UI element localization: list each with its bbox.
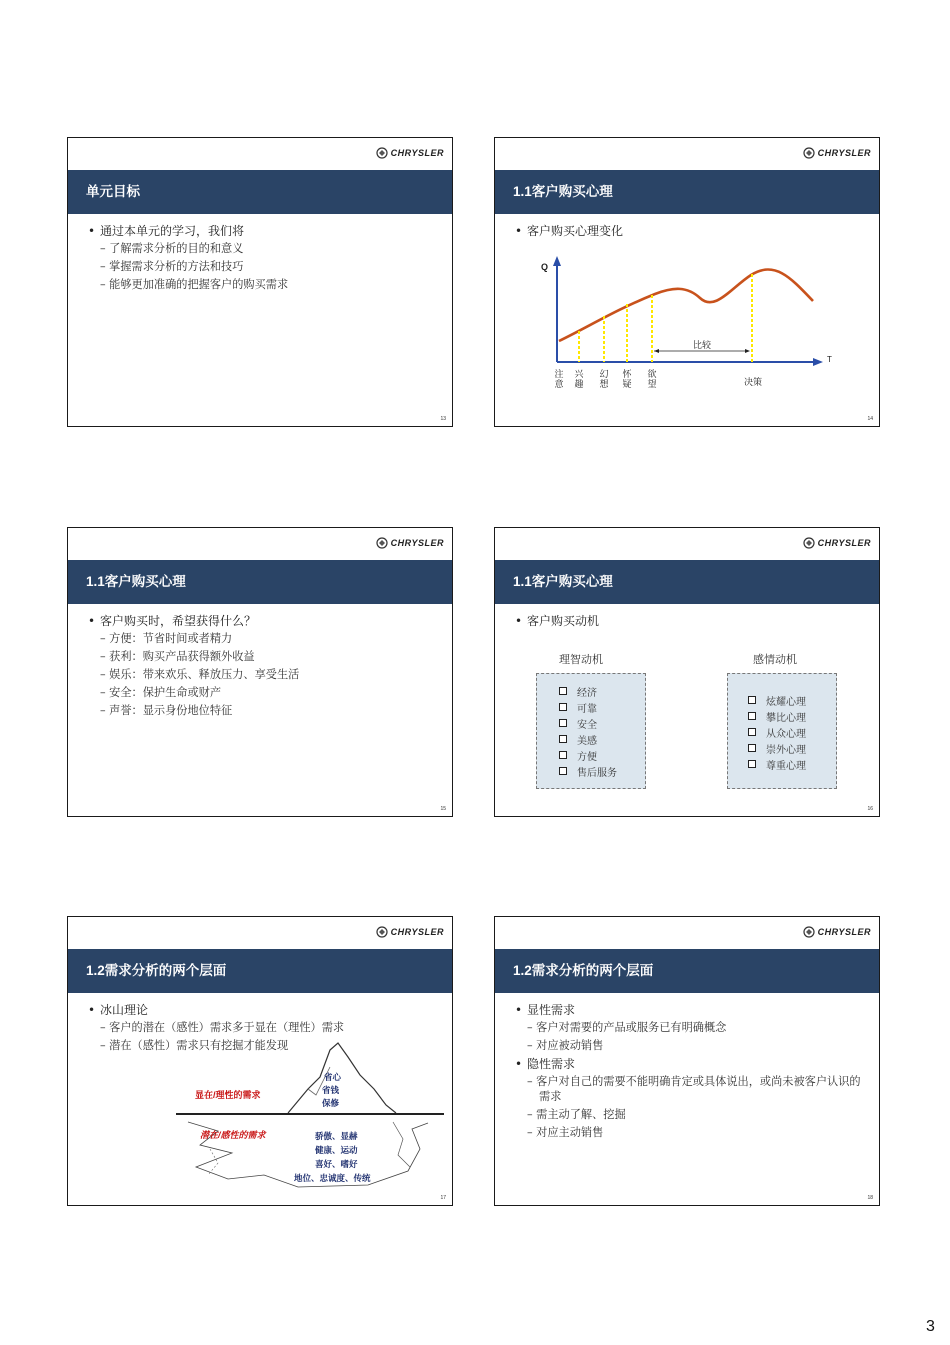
sub-bullet: – 客户对自己的需要不能明确肯定或具体说出，或尚未被客户认识的需求 bbox=[527, 1075, 861, 1103]
x-axis-arrow-icon bbox=[813, 358, 823, 366]
brand-text: CHRYSLER bbox=[817, 927, 871, 937]
motive-item: 售后服务 bbox=[559, 763, 645, 779]
psychology-curve-diagram bbox=[495, 138, 881, 428]
brand-text: CHRYSLER bbox=[390, 538, 444, 548]
chrysler-seal-icon bbox=[376, 147, 388, 159]
bullet: • 显性需求 bbox=[515, 1003, 576, 1017]
emotional-motive-box bbox=[727, 673, 837, 789]
checkbox-square-icon bbox=[559, 767, 567, 775]
demand-curve bbox=[559, 269, 813, 341]
motive-item: 攀比心理 bbox=[748, 708, 836, 724]
sub-bullet: – 对应被动销售 bbox=[527, 1039, 604, 1052]
bullet: • 客户购买时，希望获得什么？ bbox=[88, 614, 257, 628]
decision-label: 决策 bbox=[744, 377, 763, 387]
slide-title: 1.1客户购买心理 bbox=[495, 170, 879, 214]
sub-bullet: – 获利：购买产品获得额外收益 bbox=[100, 650, 255, 663]
sub-bullet: – 能够更加准确的把握客户的购买需求 bbox=[100, 278, 289, 291]
sub-bullet: – 了解需求分析的目的和意义 bbox=[100, 242, 244, 255]
motive-item: 尊重心理 bbox=[748, 756, 836, 772]
checkbox-square-icon bbox=[559, 703, 567, 711]
slide-body bbox=[88, 612, 438, 720]
chrysler-logo bbox=[803, 925, 871, 939]
bullet: • 冰山理论 bbox=[88, 1003, 149, 1017]
implicit-need-label: 潜在/感性的需求 bbox=[200, 1130, 266, 1140]
sub-bullet: – 潜在（感性）需求只有挖掘才能发现 bbox=[100, 1039, 289, 1052]
checkbox-square-icon bbox=[559, 751, 567, 759]
implicit-need-item: 健康、运动 bbox=[315, 1145, 358, 1155]
sub-bullet: – 娱乐：带来欢乐、释放压力、享受生活 bbox=[100, 668, 300, 681]
motive-item: 崇外心理 bbox=[748, 740, 836, 756]
brand-text: CHRYSLER bbox=[817, 538, 871, 548]
y-axis-label: Q bbox=[541, 262, 549, 272]
checkbox-square-icon bbox=[559, 719, 567, 727]
rational-motive-box bbox=[536, 673, 646, 789]
sub-bullet: – 方便：节省时间或者精力 bbox=[100, 632, 233, 645]
slide-number: 14 bbox=[867, 416, 873, 422]
checkbox-square-icon bbox=[748, 696, 756, 704]
y-axis-arrow-icon bbox=[553, 256, 561, 266]
slide-number: 17 bbox=[440, 1195, 446, 1201]
explicit-need-item: 省钱 bbox=[322, 1085, 340, 1095]
slide-number: 13 bbox=[440, 416, 446, 422]
slide-title: 1.1客户购买心理 bbox=[68, 560, 452, 604]
chrysler-seal-icon bbox=[376, 537, 388, 549]
chrysler-logo bbox=[376, 536, 444, 550]
motive-item: 从众心理 bbox=[748, 724, 836, 740]
brand-text: CHRYSLER bbox=[390, 927, 444, 937]
slide-title: 单元目标 bbox=[68, 170, 452, 214]
compare-arrow-left-icon bbox=[654, 349, 659, 353]
slide-15 bbox=[67, 527, 453, 817]
slide-number: 18 bbox=[867, 1195, 873, 1201]
sub-bullet: – 客户的潜在（感性）需求多于显在（理性）需求 bbox=[100, 1021, 345, 1034]
checkbox-square-icon bbox=[748, 712, 756, 720]
chrysler-seal-icon bbox=[803, 926, 815, 938]
stage-labels bbox=[554, 368, 656, 389]
compare-arrow-right-icon bbox=[745, 349, 750, 353]
motive-item: 方便 bbox=[559, 747, 645, 763]
checkbox-square-icon bbox=[748, 728, 756, 736]
slide-number: 15 bbox=[440, 806, 446, 812]
slide-body bbox=[515, 1001, 865, 1142]
slide-title: 1.1客户购买心理 bbox=[495, 560, 879, 604]
motive-item: 炫耀心理 bbox=[748, 692, 836, 708]
chrysler-logo bbox=[376, 146, 444, 160]
implicit-need-item: 地位、忠诚度、传统 bbox=[294, 1173, 371, 1183]
bullet: • 隐性需求 bbox=[515, 1057, 576, 1071]
motive-item: 经济 bbox=[559, 683, 645, 699]
sub-bullet: – 掌握需求分析的方法和技巧 bbox=[100, 260, 244, 273]
slide-14 bbox=[494, 137, 880, 427]
rational-motive-title: 理智动机 bbox=[559, 653, 603, 666]
slide-title: 1.2需求分析的两个层面 bbox=[68, 949, 452, 993]
page-number: 3 bbox=[926, 1318, 935, 1335]
iceberg-tip bbox=[288, 1043, 396, 1113]
explicit-need-label: 显在/理性的需求 bbox=[195, 1090, 261, 1100]
x-axis-label: T bbox=[827, 355, 832, 364]
bullet: • 通过本单元的学习，我们将 bbox=[88, 224, 245, 238]
sub-bullet: – 客户对需要的产品或服务已有明确概念 bbox=[527, 1021, 727, 1034]
bullet: • 客户购买心理变化 bbox=[515, 224, 624, 238]
chrysler-logo bbox=[803, 536, 871, 550]
iceberg-diagram bbox=[68, 917, 454, 1207]
motive-item: 可靠 bbox=[559, 699, 645, 715]
emotional-motive-title: 感情动机 bbox=[753, 653, 797, 666]
explicit-need-item: 省心 bbox=[324, 1072, 342, 1082]
sub-bullet: – 对应主动销售 bbox=[527, 1126, 604, 1139]
motive-item: 安全 bbox=[559, 715, 645, 731]
slide-16 bbox=[494, 527, 880, 817]
underwater-crack bbox=[393, 1122, 410, 1167]
checkbox-square-icon bbox=[748, 760, 756, 768]
brand-text: CHRYSLER bbox=[817, 148, 871, 158]
slide-18 bbox=[494, 916, 880, 1206]
checkbox-square-icon bbox=[559, 735, 567, 743]
slide-body bbox=[515, 612, 865, 630]
stage-label: 欲望 bbox=[647, 369, 657, 389]
slide-number: 16 bbox=[867, 806, 873, 812]
checkbox-square-icon bbox=[748, 744, 756, 752]
sub-bullet: – 需主动了解、挖掘 bbox=[527, 1108, 626, 1121]
brand-text: CHRYSLER bbox=[390, 148, 444, 158]
checkbox-square-icon bbox=[559, 687, 567, 695]
stage-label: 注意 bbox=[554, 369, 564, 389]
implicit-need-item: 骄傲、显赫 bbox=[315, 1131, 358, 1141]
stage-label: 兴趣 bbox=[574, 369, 584, 389]
stage-label: 怀疑 bbox=[622, 369, 632, 389]
sub-bullet: – 声誉：显示身份地位特征 bbox=[100, 704, 233, 717]
chrysler-seal-icon bbox=[803, 537, 815, 549]
motive-item: 美感 bbox=[559, 731, 645, 747]
explicit-need-item: 保修 bbox=[322, 1098, 340, 1108]
slide-13 bbox=[67, 137, 453, 427]
slide-title: 1.2需求分析的两个层面 bbox=[495, 949, 879, 993]
slide-body bbox=[88, 222, 438, 294]
compare-label: 比较 bbox=[693, 340, 712, 350]
stage-label: 幻想 bbox=[599, 369, 609, 389]
bullet: • 客户购买动机 bbox=[515, 614, 600, 628]
sub-bullet: – 安全：保护生命或财产 bbox=[100, 686, 222, 699]
implicit-need-item: 喜好、嗜好 bbox=[315, 1159, 358, 1169]
slide-17 bbox=[67, 916, 453, 1206]
